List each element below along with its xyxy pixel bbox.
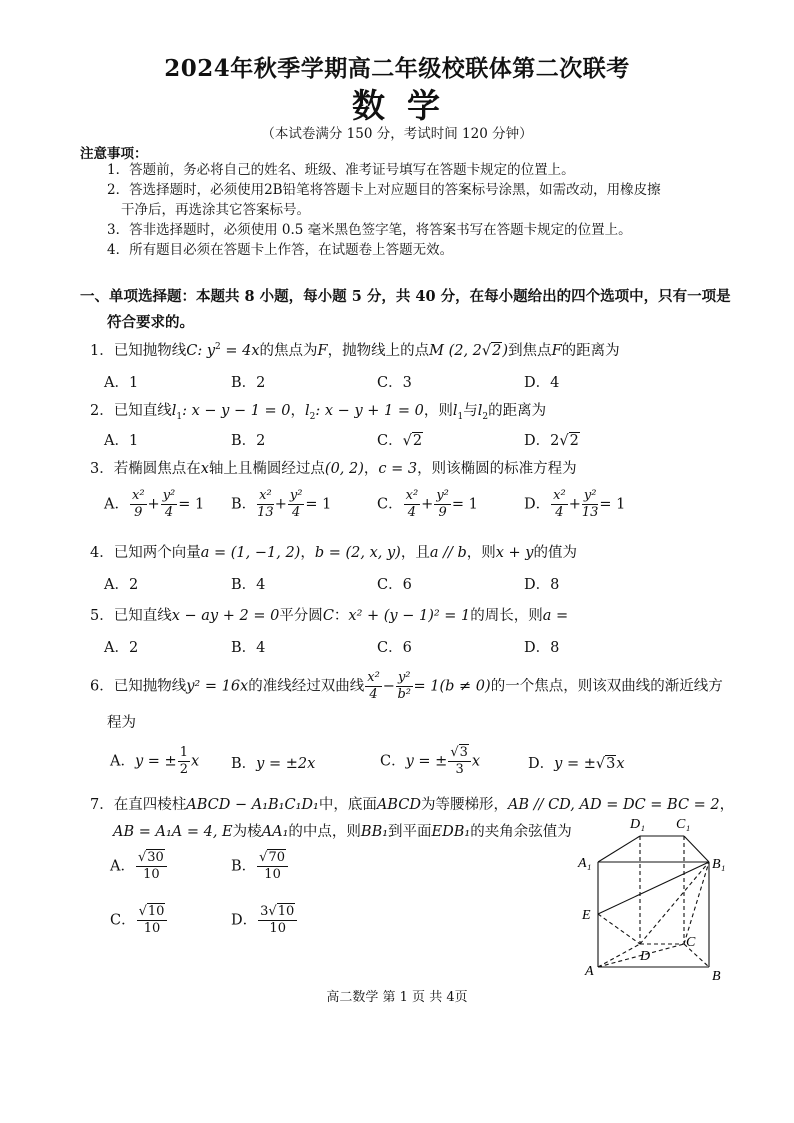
fraction — [404, 488, 421, 521]
option-label: C． — [377, 496, 403, 513]
q4-option-d: D．8 — [524, 577, 560, 593]
radicand: 10 — [147, 904, 165, 919]
denominator: 13 — [581, 505, 599, 520]
q-text: 已知两个向量 — [113, 545, 201, 561]
question-number: 6． — [90, 678, 114, 695]
numerator: y² — [436, 488, 449, 503]
option-label: B． — [231, 858, 257, 875]
q5-option-b: B．4 — [231, 640, 266, 656]
denominator: 4 — [407, 505, 417, 520]
q-text: 为等腰梯形， — [420, 797, 508, 813]
numerator: x² — [405, 488, 419, 503]
q-text: 的值为 — [533, 545, 577, 561]
denominator: 10 — [143, 867, 160, 882]
q-text: 的距离为 — [488, 403, 547, 419]
section-heading-cont: 符合要求的。 — [107, 314, 194, 331]
q2-option-c: C．√2 — [377, 433, 423, 449]
q-text: 在直四棱柱 — [113, 797, 187, 813]
denominator: 4 — [555, 505, 564, 520]
q-math: = 1 — [178, 496, 205, 513]
question-2 — [90, 399, 546, 422]
q-math: x — [190, 753, 200, 770]
edge-db1 — [640, 862, 709, 944]
q-text: 的准线经过双曲线 — [248, 678, 365, 695]
q-text: 已知直线 — [113, 608, 172, 624]
denominator: 9 — [134, 505, 143, 520]
q5-option-a: A．2 — [104, 640, 139, 656]
q-math: x — [200, 461, 209, 477]
q3-option-b — [231, 488, 331, 521]
q-math: BB₁ — [360, 824, 389, 840]
q-math: (2, 2 — [448, 343, 482, 359]
q-text: ， — [363, 461, 379, 477]
q-math: y = ± — [405, 753, 448, 770]
denominator: 10 — [264, 867, 281, 882]
q-text: ， — [290, 403, 306, 419]
label-c: C — [686, 935, 696, 950]
prism-figure — [574, 812, 734, 987]
q2-option-a: A．1 — [104, 433, 139, 449]
denominator: 10 — [143, 921, 161, 936]
q-math: x — [616, 756, 625, 772]
q-math: AB // CD, AD = DC = BC = 2 — [507, 797, 720, 813]
numerator: x² — [131, 488, 145, 503]
option-label: A． — [104, 496, 129, 513]
denominator: b² — [397, 687, 411, 702]
q-text: 平分圆 — [279, 608, 323, 624]
q-math: + — [147, 496, 160, 513]
fraction: $\frac{√3}{3}$ — [448, 745, 471, 778]
q-math: c = 3 — [378, 461, 418, 477]
q-math: (0, 2) — [324, 461, 364, 477]
denominator: 4 — [369, 687, 378, 702]
q7-option-d — [231, 904, 298, 937]
question-1: 1．已知抛物线C: $y^2 = 4x$的焦点为F，抛物线上的点M (2, 2√2)到焦点F的距离为 — [90, 342, 620, 359]
q-text: 中，底面 — [318, 797, 377, 813]
edge-eb1 — [598, 862, 709, 914]
numerator: x² — [553, 488, 566, 503]
q-math: a // b — [429, 545, 467, 561]
q-math: y = ± — [134, 753, 177, 770]
q5-option-d: D．8 — [524, 640, 560, 656]
q-math: 1 — [176, 411, 183, 422]
q-math: 2 — [550, 433, 560, 449]
q-math: C — [186, 343, 198, 359]
q3-option-c — [377, 488, 478, 521]
edge-ad — [598, 944, 640, 967]
q-math: F — [317, 343, 328, 359]
q-text: 为棱 — [232, 824, 262, 840]
label-e: E — [582, 908, 591, 923]
fraction — [178, 745, 190, 778]
q-math: ABCD — [376, 797, 421, 813]
q-text: 到焦点 — [508, 343, 552, 359]
fraction: $\frac{3√10}{10}$ — [258, 904, 297, 937]
q-math: AA₁ — [261, 824, 289, 840]
q4-option-b: B．4 — [231, 577, 266, 593]
fraction — [396, 670, 413, 703]
label-c1: C₁ — [676, 817, 691, 832]
q6-option-a — [110, 745, 199, 778]
q4-option-a: A．2 — [104, 577, 139, 593]
q-math: a = — [542, 608, 569, 624]
radicand: 30 — [147, 850, 164, 865]
q-text: 与 — [463, 403, 478, 419]
option-label: C． — [380, 753, 406, 770]
numerator: y² — [162, 488, 176, 503]
exam-title: 2024年秋季学期高二年级校联体第二次联考 — [164, 55, 630, 82]
q-math: F — [551, 343, 562, 359]
q-text: ： — [333, 608, 349, 624]
option-label: D． — [528, 756, 555, 772]
notice-item-3: 3．答非选择题时，必须使用 0.5 毫米黑色签字笔，将答案书写在答题卡规定的位置上。 — [107, 222, 632, 238]
question-number: 7． — [90, 797, 114, 813]
q-text: 已知抛物线 — [113, 343, 187, 359]
label-b: B — [712, 969, 721, 984]
q-text: 若椭圆焦点在 — [113, 461, 201, 477]
option-label: B． — [231, 496, 257, 513]
q-math: y² = 16x — [186, 678, 249, 695]
denominator: 10 — [269, 921, 286, 936]
q-math: + — [421, 496, 434, 513]
option-label: B． — [231, 756, 257, 772]
q-math: l — [452, 403, 458, 419]
q-text: 的中点，则 — [288, 824, 361, 840]
q-text: 的距离为 — [561, 343, 620, 359]
notice-item-1: 1．答题前，务必将自己的姓名、班级、准考证号填写在答题卡规定的位置上。 — [107, 162, 575, 178]
fraction — [130, 488, 147, 521]
denominator: 2 — [179, 762, 188, 777]
q-text: ，抛物线上的点 — [327, 343, 430, 359]
q-text: ，且 — [400, 545, 430, 561]
question-number: 4． — [90, 545, 114, 561]
option-label: D． — [231, 912, 258, 929]
q-math: x² + (y − 1)² = 1 — [348, 608, 471, 624]
q-math: : x − y + 1 = 0 — [315, 403, 424, 419]
q7-option-b — [231, 850, 289, 883]
q-math: + — [274, 496, 287, 513]
q-math: + — [568, 496, 581, 513]
fraction: $\frac{√70}{10}$ — [257, 850, 288, 883]
fraction — [551, 488, 568, 521]
q3-option-d — [524, 488, 625, 521]
q-math: = 1(b ≠ 0) — [413, 678, 491, 695]
edge-c1b1 — [684, 836, 709, 862]
fraction — [288, 488, 305, 521]
section-heading: 一、单项选择题：本题共 8 小题，每小题 5 分，共 40 分，在每小题给出的四个选项中，只有一项是 — [80, 288, 731, 305]
label-a1: A₁ — [578, 856, 592, 871]
denominator: 4 — [292, 505, 301, 520]
question-6-cont: 程为 — [107, 715, 136, 731]
denominator: 4 — [164, 505, 174, 520]
q3-option-a — [104, 488, 204, 521]
question-3 — [90, 457, 577, 478]
edge-a1d1 — [598, 836, 640, 862]
q-math: a = (1, −1, 2) — [200, 545, 301, 561]
q-math: C — [322, 608, 334, 624]
q5-option-c: C．6 — [377, 640, 412, 656]
q-math: ABCD − A₁B₁C₁D₁ — [186, 797, 319, 813]
option-label: D． — [524, 433, 551, 449]
numerator: x² — [367, 670, 380, 685]
q1-option-a: A．1 — [104, 375, 139, 391]
fraction — [161, 488, 178, 521]
q-text: ， — [719, 797, 735, 813]
q-math: : x − y − 1 = 0 — [182, 403, 291, 419]
q-math: 2 — [492, 343, 502, 359]
q-math: = 1 — [451, 496, 478, 513]
subject-title: 数学 — [352, 86, 462, 125]
question-number: 1． — [90, 343, 114, 359]
option-label: A． — [110, 858, 135, 875]
q6-option-b — [231, 752, 315, 773]
label-b1: B₁ — [712, 857, 726, 872]
question-number: 5． — [90, 608, 114, 624]
q-text: ，则 — [466, 545, 496, 561]
numerator: y² — [583, 488, 597, 503]
fraction: $\frac{√30}{10}$ — [136, 850, 167, 883]
q-math: l — [477, 403, 483, 419]
q2-option-d: D．2√2 — [524, 433, 579, 449]
q-math: = 1 — [599, 496, 626, 513]
q-math: ) — [502, 343, 509, 359]
q-math: AB = A₁A = 4, E — [113, 824, 233, 840]
q4-option-c: C．6 — [377, 577, 412, 593]
q-math: − — [382, 678, 395, 695]
label-a: A — [585, 964, 594, 979]
fraction — [434, 488, 451, 521]
q-math: 2 — [412, 433, 423, 449]
q-text: ，则 — [423, 403, 453, 419]
q-math: 2 — [482, 411, 489, 422]
q-text: ，则该椭圆的标准方程为 — [417, 461, 577, 477]
edge-ed — [598, 914, 640, 944]
fraction — [257, 488, 274, 521]
q-math: 1 — [457, 411, 464, 422]
notice-item-2-cont: 干净后，再选涂其它答案标号。 — [121, 202, 310, 218]
label-d1: D₁ — [630, 817, 645, 832]
radicand: 3 — [459, 745, 468, 760]
q-math: x − ay + 2 = 0 — [171, 608, 280, 624]
question-7-cont — [113, 820, 572, 841]
q1-option-d: D．4 — [524, 375, 560, 391]
numerator: y² — [289, 488, 303, 503]
question-number: 3． — [90, 461, 114, 477]
q-math: 2 — [569, 433, 579, 449]
denominator: 9 — [438, 505, 447, 520]
radicand: 70 — [268, 850, 285, 865]
fraction: $\frac{√10}{10}$ — [137, 904, 168, 937]
edge-cb1 — [684, 862, 709, 944]
q-text: 轴上且椭圆经过点 — [208, 461, 325, 477]
question-4 — [90, 541, 577, 562]
q6-option-d: D．y = ±√3x — [528, 756, 625, 772]
question-7 — [90, 793, 734, 814]
q-math: 2 — [309, 411, 316, 422]
numerator: 1 — [179, 745, 188, 760]
q-math: x — [471, 753, 481, 770]
q-math: x + y — [495, 545, 534, 561]
q-math: y = ± — [554, 756, 596, 772]
numerator: x² — [259, 488, 272, 503]
q-math: M — [429, 343, 444, 359]
denominator: 3 — [455, 762, 464, 777]
q-math: : y — [197, 343, 216, 359]
q2-option-b: B．2 — [231, 433, 266, 449]
q-text: 的焦点为 — [259, 343, 318, 359]
radicand: 10 — [277, 904, 295, 919]
q-math: = 4x — [220, 343, 260, 359]
notice-item-2: 2．答选择题时，必须使用2B铅笔将答题卡上对应题目的答案标号涂黑，如需改动，用橡皮擦 — [107, 182, 661, 198]
question-5 — [90, 604, 568, 625]
q1-option-c: C．3 — [377, 375, 412, 391]
q7-option-c — [110, 904, 168, 937]
notice-title: 注意事项： — [80, 146, 148, 162]
q1-option-b: B．2 — [231, 375, 266, 391]
option-label: D． — [524, 496, 551, 513]
q-text: 的夹角余弦值为 — [470, 824, 572, 840]
option-label: A． — [110, 753, 135, 770]
question-number: 2． — [90, 403, 114, 419]
q7-option-a — [110, 850, 168, 883]
notice-item-4: 4．所有题目必须在答题卡上作答，在试题卷上答题无效。 — [107, 242, 454, 258]
q-math: l — [305, 403, 310, 419]
q-text: 的一个焦点，则该双曲线的渐近线方 — [490, 678, 723, 695]
q-math: EDB₁ — [431, 824, 471, 840]
q-text: ， — [300, 545, 315, 561]
q-text: 到平面 — [388, 824, 432, 840]
numerator: y² — [397, 670, 411, 685]
q-text: 的周长，则 — [470, 608, 543, 624]
fraction — [365, 670, 382, 703]
q-math: y = ±2x — [256, 756, 316, 772]
exam-info: （本试卷满分 150 分，考试时间 120 分钟） — [261, 126, 533, 142]
coefficient: 3 — [260, 904, 269, 919]
question-6 — [90, 670, 723, 703]
q6-option-c — [380, 745, 480, 778]
q-math: = 1 — [305, 496, 332, 513]
q-math: l — [171, 403, 177, 419]
option-label: C． — [110, 912, 136, 929]
label-d: D — [640, 949, 651, 964]
q-math: b = (2, x, y) — [314, 545, 401, 561]
q-text: 已知抛物线 — [113, 678, 187, 695]
denominator: 13 — [257, 505, 274, 520]
option-label: C． — [377, 433, 403, 449]
radicand: 3 — [606, 756, 616, 772]
page-footer: 高二数学 第 1 页 共 4页 — [326, 990, 468, 1005]
q-text: 已知直线 — [113, 403, 172, 419]
fraction — [582, 488, 599, 521]
